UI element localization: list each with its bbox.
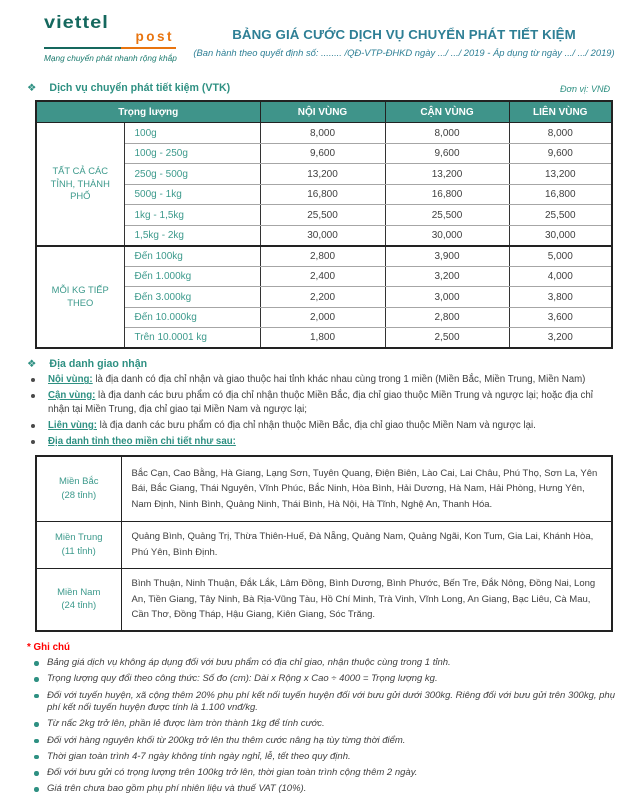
note-text: Thời gian toàn trình 4-7 ngày không tính ngày nghỉ, lễ, tết theo quy định.: [47, 750, 351, 762]
price-cell: 3,200: [385, 266, 509, 287]
group-label-all-provinces: TẤT CẢ CÁC TỈNH, THÀNH PHỐ: [36, 123, 124, 246]
region-name-cell: [36, 568, 121, 631]
price-cell: 16,800: [509, 184, 612, 205]
price-cell: 25,500: [509, 205, 612, 226]
region-province-count: (28 tỉnh): [61, 489, 97, 501]
price-table: [35, 100, 613, 350]
weight-cell: Đến 1.000kg: [124, 266, 260, 287]
weight-cell: 100g - 250g: [124, 143, 260, 164]
region-name: Miền Nam: [57, 586, 101, 598]
note-text: Trọng lượng quy đổi theo công thức: Số đo (cm): Dài x Rộng x Cao ÷ 4000 = Trọng lượng kg.: [47, 673, 438, 685]
price-cell: 3,800: [509, 287, 612, 308]
list-item: [27, 389, 614, 418]
title-block: [176, 14, 632, 63]
note-text: Đối với hàng nguyên khối từ 200kg trở lên thu thêm cước nâng hạ tùy từng thời điểm.: [47, 734, 406, 746]
price-cell: 16,800: [385, 184, 509, 205]
table-row: [36, 456, 612, 521]
price-cell: 2,400: [260, 266, 385, 287]
definition-term: Cận vùng:: [48, 389, 96, 401]
bullet-icon: [34, 787, 39, 792]
weight-cell: 250g - 500g: [124, 164, 260, 185]
note-text: Đối với tuyến huyện, xã cộng thêm 20% phụ phí kết nối tuyến huyện đối với bưu gửi dưới 300kg. Riêng đối với bưu gửi trên 300kg, phụ phí kết nối tuyến huyện được tính là 1.100 vnđ/kg.: [47, 689, 615, 714]
definition-text: là địa danh các bưu phẩm có địa chỉ nhận thuộc Miền Bắc, địa chỉ giao thuộc Miền Trung và ngược lại; hoặc địa chỉ nhận tại Miền Trung, địa chỉ giao tại Miền Nam và ngược lại;: [48, 389, 593, 416]
service-section-heading: [27, 82, 230, 94]
column-header-noi-vung: NỘI VÙNG: [260, 101, 385, 123]
price-cell: 9,600: [509, 143, 612, 164]
region-province-count: (24 tỉnh): [61, 600, 97, 612]
bullet-icon: [34, 739, 39, 744]
list-item: [27, 373, 614, 388]
note-text: Từ nấc 2kg trở lên, phần lẻ được làm tròn thành 1kg để tính cước.: [47, 718, 325, 730]
weight-cell: 100g: [124, 123, 260, 144]
price-cell: 9,600: [385, 143, 509, 164]
bullet-icon: [31, 424, 35, 428]
price-cell: 8,000: [260, 123, 385, 144]
price-cell: 3,600: [509, 307, 612, 328]
price-cell: 13,200: [260, 164, 385, 185]
region-name-cell: [36, 456, 121, 521]
price-cell: 2,800: [260, 246, 385, 267]
definition-term: Liên vùng:: [48, 419, 97, 431]
weight-cell: 500g - 1kg: [124, 184, 260, 205]
note-text: Giá trên chưa bao gồm phụ phí nhiên liệu và thuế VAT (10%).: [47, 783, 307, 795]
weight-cell: 1kg - 1,5kg: [124, 205, 260, 226]
price-cell: 2,000: [260, 307, 385, 328]
price-cell: 25,500: [385, 205, 509, 226]
list-item: [27, 435, 614, 450]
region-table: [35, 455, 613, 632]
region-name: Miền Bắc: [58, 476, 99, 488]
notes-heading: [27, 642, 640, 653]
header: [0, 0, 640, 63]
price-cell: 8,000: [509, 123, 612, 144]
document-title: BẢNG GIÁ CƯỚC DỊCH VỤ CHUYỂN PHÁT TIẾT KIỆM: [232, 27, 576, 42]
notes-list: [33, 657, 620, 796]
price-cell: 1,800: [260, 328, 385, 349]
table-row: [36, 123, 612, 144]
diamond-icon: ❖: [27, 358, 37, 371]
price-cell: 25,500: [260, 205, 385, 226]
bullet-icon: [34, 771, 39, 776]
delivery-definitions-list: [27, 373, 614, 449]
table-row: [36, 521, 612, 568]
note-text: Bảng giá dịch vụ không áp dụng đối với bưu phẩm có địa chỉ giao, nhận thuộc cùng trong 1 tỉnh.: [47, 657, 451, 669]
unit-label: Đơn vị: VNĐ: [560, 83, 610, 94]
list-item: [33, 751, 620, 764]
bullet-icon: [31, 440, 35, 444]
bullet-icon: [34, 677, 39, 682]
list-item: [27, 419, 614, 434]
definition-term: Nội vùng:: [48, 374, 93, 386]
weight-cell: Trên 10.0001 kg: [124, 328, 260, 349]
list-item: [33, 690, 620, 715]
logo-brand-text: viettel: [44, 13, 109, 33]
definition-text: là địa danh có địa chỉ nhận và giao thuộc hai tỉnh khác nhau cùng trong 1 miền (Miền Bắc, Miền Trung, Miền Nam): [92, 374, 586, 386]
weight-cell: 1,5kg - 2kg: [124, 225, 260, 246]
region-province-count: (11 tỉnh): [61, 545, 96, 557]
region-name: Miền Trung: [54, 531, 103, 543]
logo-sub-brand-text: post: [135, 29, 174, 44]
list-item: [33, 735, 620, 748]
viettel-post-logo: [44, 14, 176, 63]
price-cell: 3,900: [385, 246, 509, 267]
delivery-section-heading: [27, 358, 610, 370]
price-cell: 13,200: [509, 164, 612, 185]
table-row: [36, 568, 612, 631]
region-name-cell: [36, 521, 121, 568]
province-list-cell: Quảng Bình, Quảng Trị, Thừa Thiên-Huế, Đà Nẵng, Quảng Nam, Quảng Ngãi, Kon Tum, Gia Lai, Khánh Hòa, Phú Yên, Bình Định.: [121, 521, 612, 568]
service-section-title: Dịch vụ chuyển phát tiết kiệm (VTK): [49, 81, 231, 94]
document-subtitle: (Ban hành theo quyết định số: ........ /QĐ-VTP-ĐHKD ngày .../ .../ 2019 - Áp dụng từ ngày .../ .../ 2019): [193, 47, 615, 58]
group-label-per-next-kg: MỖI KG TIẾP THEO: [36, 246, 124, 349]
province-list-cell: Bắc Cạn, Cao Bằng, Hà Giang, Lạng Sơn, Tuyên Quang, Điện Biên, Lào Cai, Lai Châu, Phú Thọ, Sơn La, Yên Bái, Bắc Giang, Thái Nguyên, Vĩnh Phúc, Bắc Ninh, Hòa Bình, Hải Dương, Hà Nam, Hải Phòng, Hưng Yên, Nam Định, Ninh Bình, Quảng Ninh, Thái Bình, Hà Nội, Hà Tĩnh, Nghệ An, Thanh Hóa.: [121, 456, 612, 521]
list-item: [33, 767, 620, 780]
table-row: [36, 246, 612, 267]
bullet-icon: [31, 378, 35, 382]
bullet-icon: [34, 755, 39, 760]
weight-cell: Đến 100kg: [124, 246, 260, 267]
price-cell: 5,000: [509, 246, 612, 267]
bullet-icon: [34, 694, 39, 699]
column-header-can-vung: CẬN VÙNG: [385, 101, 509, 123]
price-cell: 8,000: [385, 123, 509, 144]
price-cell: 30,000: [385, 225, 509, 246]
list-item: [33, 673, 620, 686]
weight-cell: Đến 3.000kg: [124, 287, 260, 308]
logo-divider: [44, 47, 176, 49]
notes-title: Ghi chú: [30, 642, 71, 654]
logo-divider-orange-segment: [121, 47, 176, 49]
bullet-icon: [34, 722, 39, 727]
list-item: [33, 783, 620, 796]
note-text: Đối với bưu gửi có trọng lượng trên 100kg trở lên, thời gian toàn trình cộng thêm 2 ngày.: [47, 767, 418, 779]
bullet-icon: [31, 394, 35, 398]
weight-cell: Đến 10.000kg: [124, 307, 260, 328]
list-item: [33, 718, 620, 731]
price-cell: 2,500: [385, 328, 509, 349]
definition-term: Địa danh tỉnh theo miền chi tiết như sau:: [48, 435, 236, 447]
diamond-icon: ❖: [27, 81, 37, 94]
price-cell: 3,000: [385, 287, 509, 308]
price-table-header-row: [36, 101, 612, 123]
price-cell: 3,200: [509, 328, 612, 349]
price-cell: 30,000: [260, 225, 385, 246]
logo-tagline: Mạng chuyển phát nhanh rộng khắp: [44, 52, 177, 63]
price-cell: 9,600: [260, 143, 385, 164]
price-cell: 2,800: [385, 307, 509, 328]
column-header-lien-vung: LIÊN VÙNG: [509, 101, 612, 123]
column-header-weight: Trọng lượng: [36, 101, 260, 123]
logo-divider-teal-segment: [44, 47, 121, 49]
price-cell: 30,000: [509, 225, 612, 246]
bullet-icon: [34, 661, 39, 666]
price-cell: 2,200: [260, 287, 385, 308]
delivery-section-title: Địa danh giao nhận: [49, 358, 148, 371]
list-item: [33, 657, 620, 670]
definition-text: là địa danh các bưu phẩm có địa chỉ nhận thuộc Miền Bắc, địa chỉ giao thuộc Miền Nam và ngược lại.: [96, 419, 536, 431]
price-cell: 16,800: [260, 184, 385, 205]
notes-star: *: [27, 642, 31, 654]
service-section-row: [27, 82, 610, 94]
price-cell: 13,200: [385, 164, 509, 185]
province-list-cell: Bình Thuận, Ninh Thuận, Đắk Lắk, Lâm Đồng, Bình Dương, Bình Phước, Bến Tre, Đắk Nông, Đồng Nai, Long An, Tiền Giang, Tây Ninh, Bà Rịa-Vũng Tàu, Hồ Chí Minh, Trà Vinh, Vĩnh Long, An Giang, Bạc Liêu, Cà Mau, Cần Thơ, Đồng Tháp, Hậu Giang, Kiên Giang, Sóc Trăng.: [121, 568, 612, 631]
price-cell: 4,000: [509, 266, 612, 287]
